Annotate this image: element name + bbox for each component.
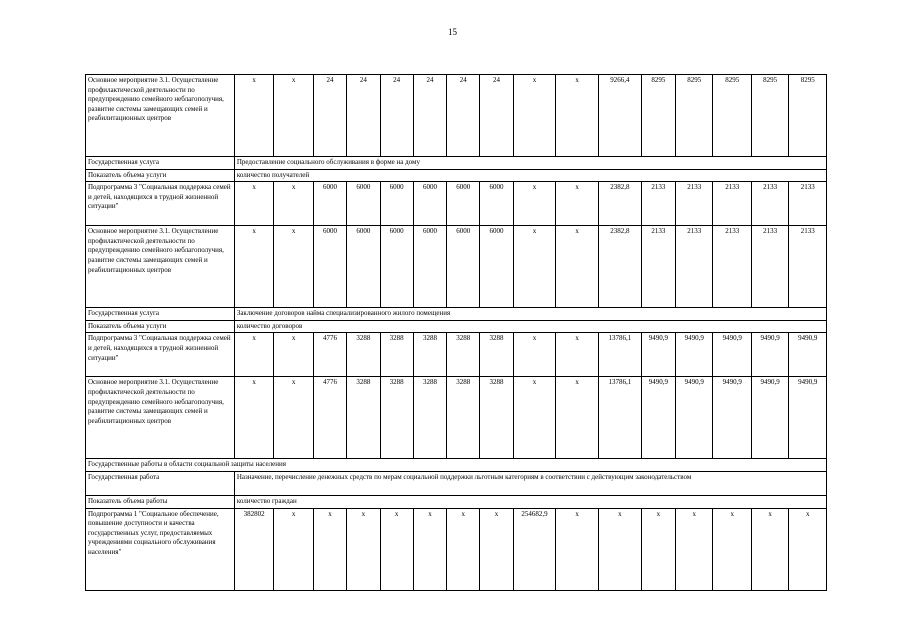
- table-cell: 3288: [347, 377, 380, 459]
- page-number: 15: [448, 27, 457, 37]
- table-cell: x: [234, 333, 274, 377]
- table-cell: x: [234, 75, 274, 157]
- table-cell: 8295: [641, 75, 675, 157]
- table-cell: x: [556, 377, 599, 459]
- table-cell: x: [274, 508, 314, 590]
- table-cell: 3288: [447, 377, 480, 459]
- table-cell: 13786,1: [599, 377, 642, 459]
- table-cell: 3288: [480, 333, 513, 377]
- table-cell: x: [513, 333, 556, 377]
- table-row: [86, 333, 827, 377]
- table-cell: 2133: [789, 226, 827, 308]
- table-cell: 6000: [347, 226, 380, 308]
- row-value: количество договоров: [234, 320, 826, 333]
- table-cell: x: [556, 75, 599, 157]
- table-cell: 9490,9: [751, 377, 788, 459]
- table-cell: x: [447, 508, 480, 590]
- table-cell: 9490,9: [676, 377, 713, 459]
- table-cell: x: [274, 226, 314, 308]
- table-cell: 2133: [641, 182, 675, 226]
- table-cell: 382802: [234, 508, 274, 590]
- table-cell: x: [556, 333, 599, 377]
- row-label: Подпрограмма 3 "Социальная поддержка семей и детей, находящихся в трудной жизненной ситуации": [86, 182, 235, 226]
- table-cell: x: [234, 377, 274, 459]
- table-cell: 2133: [751, 182, 788, 226]
- table-cell: 6000: [380, 182, 413, 226]
- table-cell: 2133: [713, 226, 752, 308]
- table-cell: 6000: [480, 226, 513, 308]
- table-cell: 24: [413, 75, 446, 157]
- table-cell: x: [480, 508, 513, 590]
- data-table: [85, 74, 827, 591]
- table-cell: 9266,4: [599, 75, 642, 157]
- table-cell: x: [513, 182, 556, 226]
- table-cell: 6000: [413, 182, 446, 226]
- table-cell: 2133: [713, 182, 752, 226]
- table-cell: 9490,9: [789, 377, 827, 459]
- table-cell: 6000: [447, 226, 480, 308]
- row-label: Подпрограмма 3 "Социальная поддержка семей и детей, находящихся в трудной жизненной ситуации": [86, 333, 235, 377]
- row-label: Основное мероприятие 3.1. Осуществление профилактической деятельности по предупреждению семейного неблагополучия, развитие системы замещающих семей и реабилитационных центров: [86, 226, 235, 308]
- table-cell: x: [513, 377, 556, 459]
- row-value: количество граждан: [234, 495, 826, 508]
- table-cell: 8295: [789, 75, 827, 157]
- table-cell: 2382,8: [599, 226, 642, 308]
- table-cell: 9490,9: [751, 333, 788, 377]
- row-label: Подпрограмма 1 "Социальное обеспечение, повышение доступности и качества государственных услуг, предоставляемых учреждениями социального обслуживания населения": [86, 508, 235, 590]
- table-cell: x: [274, 75, 314, 157]
- table-cell: 3288: [380, 377, 413, 459]
- row-label: Государственная услуга: [86, 157, 235, 170]
- table-cell: x: [274, 377, 314, 459]
- table-cell: 24: [313, 75, 346, 157]
- table-cell: 9490,9: [641, 333, 675, 377]
- table-row: [86, 75, 827, 157]
- table-cell: x: [789, 508, 827, 590]
- table-row: [86, 320, 827, 333]
- table-cell: x: [234, 182, 274, 226]
- table-row: [86, 471, 827, 495]
- table-cell: 6000: [313, 226, 346, 308]
- table-cell: x: [556, 508, 599, 590]
- table-cell: x: [599, 508, 642, 590]
- table-cell: 254682,9: [513, 508, 556, 590]
- table-cell: 9490,9: [676, 333, 713, 377]
- table-row: [86, 182, 827, 226]
- table-cell: 8295: [676, 75, 713, 157]
- row-label: Основное мероприятие 3.1. Осуществление профилактической деятельности по предупреждению семейного неблагополучия, развитие системы замещающих семей и реабилитационных центров: [86, 377, 235, 459]
- table-cell: 2133: [751, 226, 788, 308]
- row-label: Показатель объема работы: [86, 495, 235, 508]
- table-cell: x: [513, 226, 556, 308]
- row-label: Основное мероприятие 3.1. Осуществление профилактической деятельности по предупреждению семейного неблагополучия, развитие системы замещающих семей и реабилитационных центров: [86, 75, 235, 157]
- table-cell: 13786,1: [599, 333, 642, 377]
- row-label: Показатель объема услуги: [86, 320, 235, 333]
- table-cell: 24: [480, 75, 513, 157]
- table-cell: x: [751, 508, 788, 590]
- section-heading: Государственные работы в области социальной защиты населения: [86, 459, 827, 472]
- table-cell: 2133: [789, 182, 827, 226]
- row-label: Государственная работа: [86, 471, 235, 495]
- table-cell: 4776: [313, 377, 346, 459]
- table-cell: x: [274, 333, 314, 377]
- table-cell: 6000: [347, 182, 380, 226]
- table-cell: 2133: [676, 226, 713, 308]
- table-cell: 6000: [313, 182, 346, 226]
- table-cell: x: [556, 182, 599, 226]
- table-cell: 9490,9: [641, 377, 675, 459]
- table-cell: 2133: [641, 226, 675, 308]
- table-cell: 9490,9: [713, 333, 752, 377]
- table-cell: 9490,9: [789, 333, 827, 377]
- table-row: [86, 169, 827, 182]
- row-value: Назначение, перечисление денежных средств по мерам социальной поддержки льготным категориям в соответствии с действующим законодательством: [234, 471, 826, 495]
- table-row: [86, 459, 827, 472]
- table-cell: 3288: [380, 333, 413, 377]
- table-cell: 9490,9: [713, 377, 752, 459]
- table-cell: 3288: [413, 333, 446, 377]
- table-row: [86, 308, 827, 321]
- table-row: [86, 226, 827, 308]
- table-cell: 2382,8: [599, 182, 642, 226]
- row-label: Государственная услуга: [86, 308, 235, 321]
- table-cell: 24: [447, 75, 480, 157]
- table-row: [86, 157, 827, 170]
- table-cell: x: [556, 226, 599, 308]
- table-cell: x: [513, 75, 556, 157]
- table-cell: x: [413, 508, 446, 590]
- table-row: [86, 495, 827, 508]
- table-cell: 6000: [413, 226, 446, 308]
- table-cell: 8295: [713, 75, 752, 157]
- row-value: количество получателей: [234, 169, 826, 182]
- table-cell: 24: [347, 75, 380, 157]
- table-cell: x: [234, 226, 274, 308]
- table-cell: 6000: [447, 182, 480, 226]
- table-cell: 3288: [480, 377, 513, 459]
- table-cell: 3288: [447, 333, 480, 377]
- table-cell: 6000: [480, 182, 513, 226]
- row-value: Заключение договоров найма специализированного жилого помещения: [234, 308, 826, 321]
- table-cell: x: [274, 182, 314, 226]
- table-cell: x: [347, 508, 380, 590]
- table-row: [86, 377, 827, 459]
- table-cell: x: [380, 508, 413, 590]
- table-cell: 2133: [676, 182, 713, 226]
- table-cell: 4776: [313, 333, 346, 377]
- table-cell: x: [313, 508, 346, 590]
- table-cell: x: [676, 508, 713, 590]
- row-value: Предоставление социального обслуживания в форме на дому: [234, 157, 826, 170]
- table-cell: 24: [380, 75, 413, 157]
- table-cell: 3288: [347, 333, 380, 377]
- table-cell: 3288: [413, 377, 446, 459]
- table-cell: x: [641, 508, 675, 590]
- table-cell: 6000: [380, 226, 413, 308]
- table-row: [86, 508, 827, 590]
- table-cell: x: [713, 508, 752, 590]
- row-label: Показатель объема услуги: [86, 169, 235, 182]
- table-cell: 8295: [751, 75, 788, 157]
